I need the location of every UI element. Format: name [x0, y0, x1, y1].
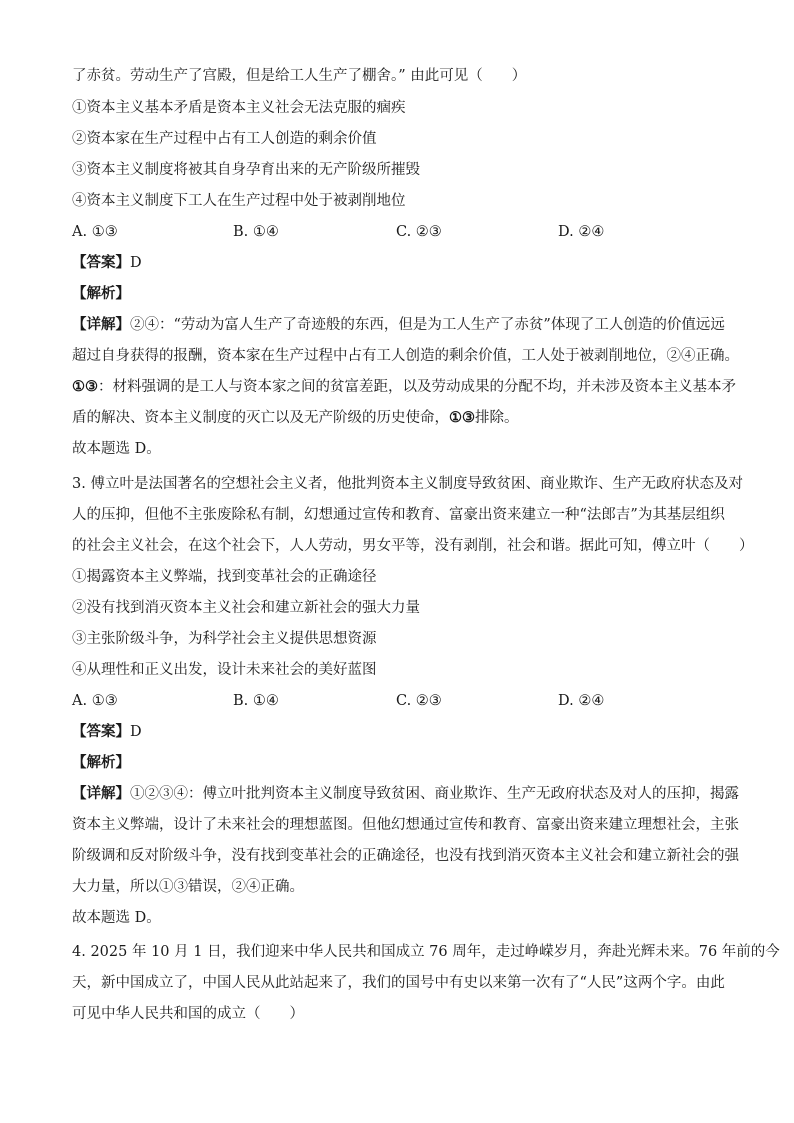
q3-detail-line-3: 阶级调和反对阶级斗争，没有找到变革社会的正确途径，也没有找到消灭资本主义社会和建立新社会的强 — [72, 848, 739, 864]
q2-option-b: B. ①④ — [233, 224, 279, 240]
q2-option-a: A. ①③ — [72, 224, 118, 240]
q2-item-4: ④资本主义制度下工人在生产过程中处于被剥削地位 — [72, 193, 406, 209]
q2-answer-value: D — [130, 255, 142, 271]
q2-detail2-text-1: ：材料强调的是工人与资本家之间的贫富差距，以及劳动成果的分配不均，并未涉及资本主义基本矛 — [98, 379, 736, 395]
q3-answer-tag: 【答案】 — [72, 723, 130, 740]
q3-option-a: A. ①③ — [72, 693, 118, 709]
q3-answer-value: D — [130, 724, 142, 740]
q3-detail-line-2: 资本主义弊端，设计了未来社会的理想蓝图。但他幻想通过宣传和教育、富豪出资来建立理想社会，主张 — [72, 817, 739, 833]
q2-detail-text-1: ②④：“劳动为富人生产了奇迹般的东西，但是为工人生产了赤贫”体现了工人创造的价值远远 — [130, 317, 725, 333]
q3-item-3: ③主张阶级斗争，为科学社会主义提供思想资源 — [72, 631, 377, 647]
q2-detail-tag: 【详解】 — [72, 316, 130, 333]
q3-option-c: C. ②③ — [396, 693, 442, 709]
q3-detail-line-4: 大力量，所以①③错误，②④正确。 — [72, 879, 304, 895]
q3-detail-tag: 【详解】 — [72, 785, 130, 802]
q2-answer — [72, 253, 732, 273]
q3-stem-line-3: 的社会主义社会，在这个社会下，人人劳动，男女平等，没有剥削，社会和谐。据此可知，傅立叶（ ） — [72, 538, 754, 554]
q2-item-1: ①资本主义基本矛盾是资本主义社会无法克服的痼疾 — [72, 100, 406, 116]
q2-detail2-tag: ①③ — [72, 378, 98, 395]
q3-option-b: B. ①④ — [233, 693, 279, 709]
q2-analysis-label: 【解析】 — [72, 285, 130, 302]
q2-conclusion: 故本题选 D。 — [72, 441, 161, 457]
q3-analysis-label: 【解析】 — [72, 754, 130, 771]
q2-detail2-text-2: 盾的解决、资本主义制度的灭亡以及无产阶级的历史使命， — [72, 410, 449, 426]
q3-item-2: ②没有找到消灭资本主义社会和建立新社会的强大力量 — [72, 600, 420, 616]
q2-stem-tail: 了赤贫。劳动生产了宫殿，但是给工人生产了棚舍。” 由此可见（ ） — [72, 68, 527, 84]
q2-answer-tag: 【答案】 — [72, 254, 130, 271]
q3-item-1: ①揭露资本主义弊端，找到变革社会的正确途径 — [72, 569, 377, 585]
q2-item-2: ②资本家在生产过程中占有工人创造的剩余价值 — [72, 131, 377, 147]
q2-item-3: ③资本主义制度将被其自身孕育出来的无产阶级所摧毁 — [72, 162, 420, 178]
q2-detail2-text-3: 排除。 — [475, 410, 519, 426]
q2-detail2-line-1 — [72, 377, 736, 397]
q3-answer — [72, 722, 732, 742]
q3-item-4: ④从理性和正义出发，设计未来社会的美好蓝图 — [72, 662, 377, 678]
q3-conclusion: 故本题选 D。 — [72, 910, 161, 926]
q4-stem-line-1: 4. 2025 年 10 月 1 日，我们迎来中华人民共和国成立 76 周年，走过峥嵘岁月，奔赴光辉未来。76 年前的今 — [72, 944, 780, 960]
q2-option-d: D. ②④ — [558, 224, 605, 240]
q2-detail2-line-2 — [72, 408, 732, 428]
q2-detail2-tag-inline: ①③ — [449, 409, 475, 426]
q3-stem-line-2: 人的压抑，但他不主张废除私有制，幻想通过宣传和教育、富豪出资来建立一种“法郎吉”为其基层组织 — [72, 507, 725, 523]
q3-detail-line-1 — [72, 784, 739, 804]
q2-detail-line-1 — [72, 315, 732, 335]
q3-stem-line-1: 3. 傅立叶是法国著名的空想社会主义者，他批判资本主义制度导致贫困、商业欺诈、生产无政府状态及对 — [72, 476, 743, 492]
q2-detail-line-2: 超过自身获得的报酬，资本家在生产过程中占有工人创造的剩余价值，工人处于被剥削地位，②④正确。 — [72, 348, 739, 364]
q4-stem-line-3: 可见中华人民共和国的成立（ ） — [72, 1006, 304, 1022]
q3-analysis-tag — [72, 753, 732, 773]
q3-detail-text-1: ①②③④：傅立叶批判资本主义制度导致贫困、商业欺诈、生产无政府状态及对人的压抑，揭露 — [130, 786, 739, 802]
q3-option-d: D. ②④ — [558, 693, 605, 709]
q2-option-c: C. ②③ — [396, 224, 442, 240]
q2-analysis-tag — [72, 284, 732, 304]
q4-stem-line-2: 天，新中国成立了，中国人民从此站起来了，我们的国号中有史以来第一次有了“人民”这两个字。由此 — [72, 975, 725, 991]
